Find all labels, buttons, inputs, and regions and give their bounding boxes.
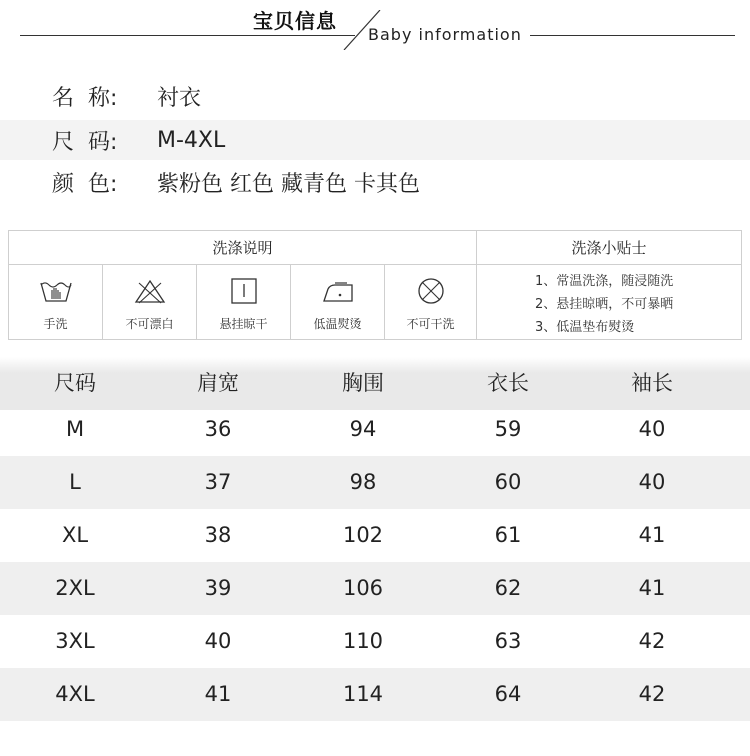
table-cell: 106 xyxy=(342,576,384,600)
table-cell: 4XL xyxy=(55,682,95,706)
table-cell: 110 xyxy=(342,629,384,653)
info-value: M-4XL xyxy=(157,127,226,153)
header-divider-left xyxy=(20,35,355,36)
table-cell: 40 xyxy=(638,470,666,494)
table-cell: 60 xyxy=(494,470,522,494)
info-label: 尺 码: xyxy=(52,129,118,155)
table-cell: 41 xyxy=(204,682,232,706)
wash-item-label: 不可干洗 xyxy=(406,317,455,331)
info-row-size xyxy=(0,120,750,160)
table-cell: 38 xyxy=(204,523,232,547)
table-cell: 42 xyxy=(638,682,666,706)
washing-tip: 3、低温垫布熨烫 xyxy=(535,320,635,335)
table-cell: 61 xyxy=(494,523,522,547)
table-cell: 64 xyxy=(494,682,522,706)
table-cell: 41 xyxy=(638,576,666,600)
table-row xyxy=(0,456,750,509)
size-header-cell: 尺码 xyxy=(54,371,96,395)
washing-instructions-table xyxy=(8,230,742,340)
table-cell: 36 xyxy=(204,417,232,441)
table-cell: 40 xyxy=(204,629,232,653)
info-label: 名 称: xyxy=(52,85,118,111)
washing-tips-title: 洗涤小贴士 xyxy=(477,231,741,265)
table-cell: M xyxy=(65,417,85,441)
info-value: 紫粉色 红色 藏青色 卡其色 xyxy=(157,171,420,197)
low-iron-icon xyxy=(321,277,355,305)
wash-item-low-iron xyxy=(291,265,385,339)
table-cell: 114 xyxy=(342,682,384,706)
table-cell: 41 xyxy=(638,523,666,547)
washing-tips xyxy=(477,265,741,339)
size-header-cell: 衣长 xyxy=(487,371,529,395)
table-row xyxy=(0,403,750,456)
washing-instructions-title: 洗涤说明 xyxy=(9,231,477,265)
table-row xyxy=(0,509,750,562)
hang-dry-icon xyxy=(227,277,261,305)
info-row-color xyxy=(0,162,750,202)
table-cell: 42 xyxy=(638,629,666,653)
table-cell: 102 xyxy=(342,523,384,547)
table-cell: 40 xyxy=(638,417,666,441)
table-cell: 37 xyxy=(204,470,232,494)
no-bleach-icon xyxy=(133,277,167,305)
table-row xyxy=(0,668,750,721)
section-subtitle: Baby information xyxy=(368,25,522,44)
table-cell: 39 xyxy=(204,576,232,600)
table-cell: 98 xyxy=(349,470,377,494)
info-value: 衬衣 xyxy=(157,85,202,111)
size-header-cell: 袖长 xyxy=(631,371,673,395)
section-title: 宝贝信息 xyxy=(253,9,337,33)
table-cell: 94 xyxy=(349,417,377,441)
info-label: 颜 色: xyxy=(52,171,118,197)
wash-item-label: 悬挂晾干 xyxy=(219,317,268,331)
table-cell: 59 xyxy=(494,417,522,441)
table-cell: 2XL xyxy=(55,576,95,600)
wash-item-hand-wash xyxy=(9,265,103,339)
table-cell: 63 xyxy=(494,629,522,653)
header-divider-right xyxy=(530,35,735,36)
wash-item-label: 低温熨烫 xyxy=(313,317,362,331)
wash-item-no-bleach xyxy=(103,265,197,339)
table-row xyxy=(0,562,750,615)
hand-wash-icon xyxy=(39,277,73,305)
info-row-name xyxy=(0,76,750,116)
wash-item-label: 不可漂白 xyxy=(125,317,174,331)
size-header-cell: 肩宽 xyxy=(197,371,239,395)
washing-tip: 2、悬挂晾晒，不可暴晒 xyxy=(535,297,674,312)
washing-tip: 1、常温洗涤，随浸随洗 xyxy=(535,274,674,289)
size-header-cell: 胸围 xyxy=(342,371,384,395)
wash-item-hang-dry xyxy=(197,265,291,339)
table-cell: L xyxy=(69,470,81,494)
table-cell: 3XL xyxy=(55,629,95,653)
no-dry-clean-icon xyxy=(414,277,448,305)
table-cell: XL xyxy=(61,523,89,547)
table-row xyxy=(0,615,750,668)
wash-item-label: 手洗 xyxy=(43,317,68,331)
wash-item-no-dry-clean xyxy=(385,265,477,339)
table-cell: 62 xyxy=(494,576,522,600)
